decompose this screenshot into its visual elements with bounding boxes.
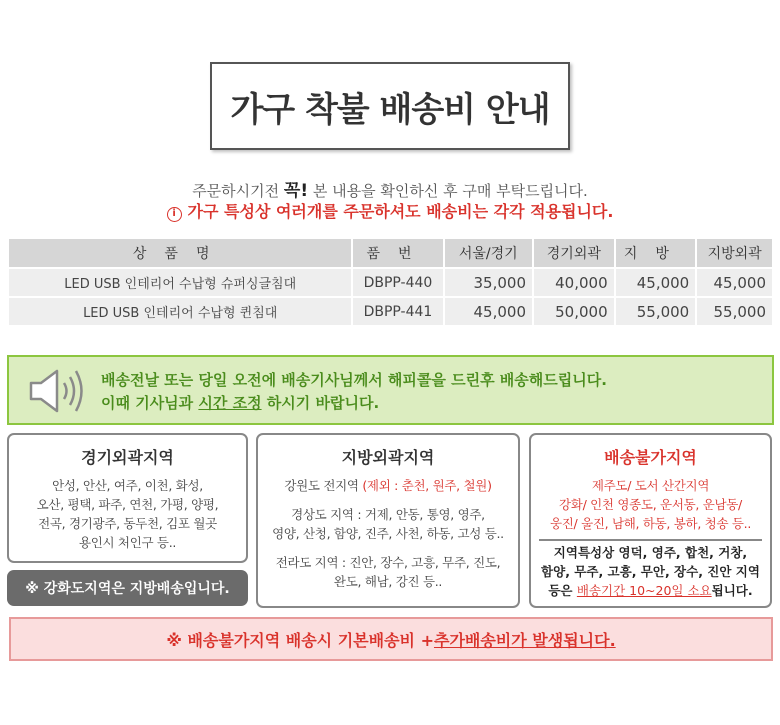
region-line: 웅진/ 울진, 남해, 하동, 봉하, 청송 등.. — [549, 516, 752, 531]
region-line: 강화/ 인천 영종도, 운서동, 운남동/ — [559, 497, 742, 512]
price-gyeonggi-outer: 40,000 — [534, 269, 614, 296]
notice-line-1-pre: 주문하시기전 — [192, 182, 284, 200]
price-seoul: 45,000 — [445, 298, 532, 325]
header-seoul: 서울/경기 — [445, 239, 532, 267]
region-title: 경기외곽지역 — [81, 448, 174, 467]
product-code: DBPP-441 — [353, 298, 442, 325]
banner-line-1: 배송전날 또는 당일 오전에 배송기사님께서 해피콜을 드린후 배송해드립니다. — [101, 371, 607, 389]
time-adjust-emphasis: 시간 조정 — [198, 394, 262, 412]
price-local: 45,000 — [616, 269, 696, 296]
extra-fee-text: ※ 배송불가지역 배송시 기본배송비 + — [166, 630, 434, 650]
price-local-outer: 45,000 — [697, 269, 772, 296]
region-line: 오산, 평택, 파주, 연천, 가평, 양평, — [36, 497, 219, 512]
region-line: 완도, 해남, 강진 등.. — [333, 574, 443, 589]
gangwon-line: 강원도 전지역 (제외 : 춘천, 원주, 철원) — [284, 478, 492, 493]
region-line: 전곡, 경기광주, 동두천, 김포 월곳 — [38, 516, 217, 531]
notice-line-2 — [0, 199, 780, 222]
region-line: 지역특성상 영덕, 영주, 합천, 거창, — [553, 545, 748, 560]
region-line: 함양, 무주, 고흥, 무안, 장수, 진안 지역 — [541, 564, 760, 579]
info-icon: i — [167, 207, 182, 222]
header-local: 지방 — [616, 239, 696, 267]
region-line: 전라도 지역 : 진안, 장수, 고흥, 무주, 진도, — [275, 555, 501, 570]
notice-line-1 — [0, 176, 780, 201]
region-title: 배송불가지역 — [604, 448, 697, 467]
product-name: LED USB 인테리어 수납형 슈퍼싱글침대 — [9, 269, 351, 296]
delay-region-text — [531, 543, 770, 600]
unavailable-region-box — [529, 433, 772, 608]
product-code: DBPP-440 — [353, 269, 442, 296]
local-outer-region-box — [256, 433, 520, 608]
notice-emphasis: 꼭! — [283, 181, 309, 201]
banner-text — [101, 369, 607, 415]
extra-fee-notice — [9, 617, 773, 661]
price-local: 55,000 — [616, 298, 696, 325]
notice-line-1-post: 본 내용을 확인하신 후 구매 부탁드립니다. — [308, 182, 588, 200]
region-title: 지방외곽지역 — [341, 448, 435, 467]
table-header-row — [9, 239, 772, 267]
table-row — [9, 269, 772, 296]
header-product-code: 품번 — [353, 239, 442, 267]
region-line: 등은 배송기간 10~20일 소요됩니다. — [548, 583, 753, 598]
header-local-outer: 지방외곽 — [697, 239, 772, 267]
page-title: 가구 착불 배송비 안내 — [230, 89, 550, 130]
price-local-outer: 55,000 — [697, 298, 772, 325]
shipping-price-table — [7, 237, 774, 327]
product-name: LED USB 인테리어 수납형 퀸침대 — [9, 298, 351, 325]
gangwon-exception: (제외 : 춘천, 원주, 철원) — [362, 478, 492, 493]
region-line: 경상도 지역 : 거제, 안동, 통영, 영주, — [291, 507, 485, 522]
gyeonggi-outer-region-box — [7, 433, 248, 563]
header-product-name: 상품명 — [9, 239, 351, 267]
header-gyeonggi-outer: 경기외곽 — [534, 239, 614, 267]
region-line: 안성, 안산, 여주, 이천, 화성, — [52, 478, 203, 493]
ganghwa-note: ※ 강화도지역은 지방배송입니다. — [7, 570, 248, 606]
speaker-icon — [27, 367, 87, 415]
region-line: 용인시 처인구 등.. — [78, 535, 177, 550]
divider — [539, 539, 762, 541]
table-row — [9, 298, 772, 325]
delivery-period-emphasis: 배송기간 10~20일 소요 — [576, 583, 712, 598]
extra-fee-emphasis: 추가배송비가 발생됩니다. — [433, 630, 616, 650]
title-box — [210, 62, 570, 150]
price-seoul: 35,000 — [445, 269, 532, 296]
banner-line-2: 이때 기사님과 시간 조정 하시기 바랍니다. — [101, 394, 380, 412]
region-line: 제주도/ 도서 산간지역 — [591, 478, 710, 493]
region-line: 영양, 산청, 함양, 진주, 사천, 하동, 고성 등.. — [272, 526, 504, 541]
delivery-call-banner — [7, 355, 774, 425]
notice-line-2-text: 가구 특성상 여러개를 주문하셔도 배송비는 각각 적용됩니다. — [187, 202, 614, 221]
price-gyeonggi-outer: 50,000 — [534, 298, 614, 325]
